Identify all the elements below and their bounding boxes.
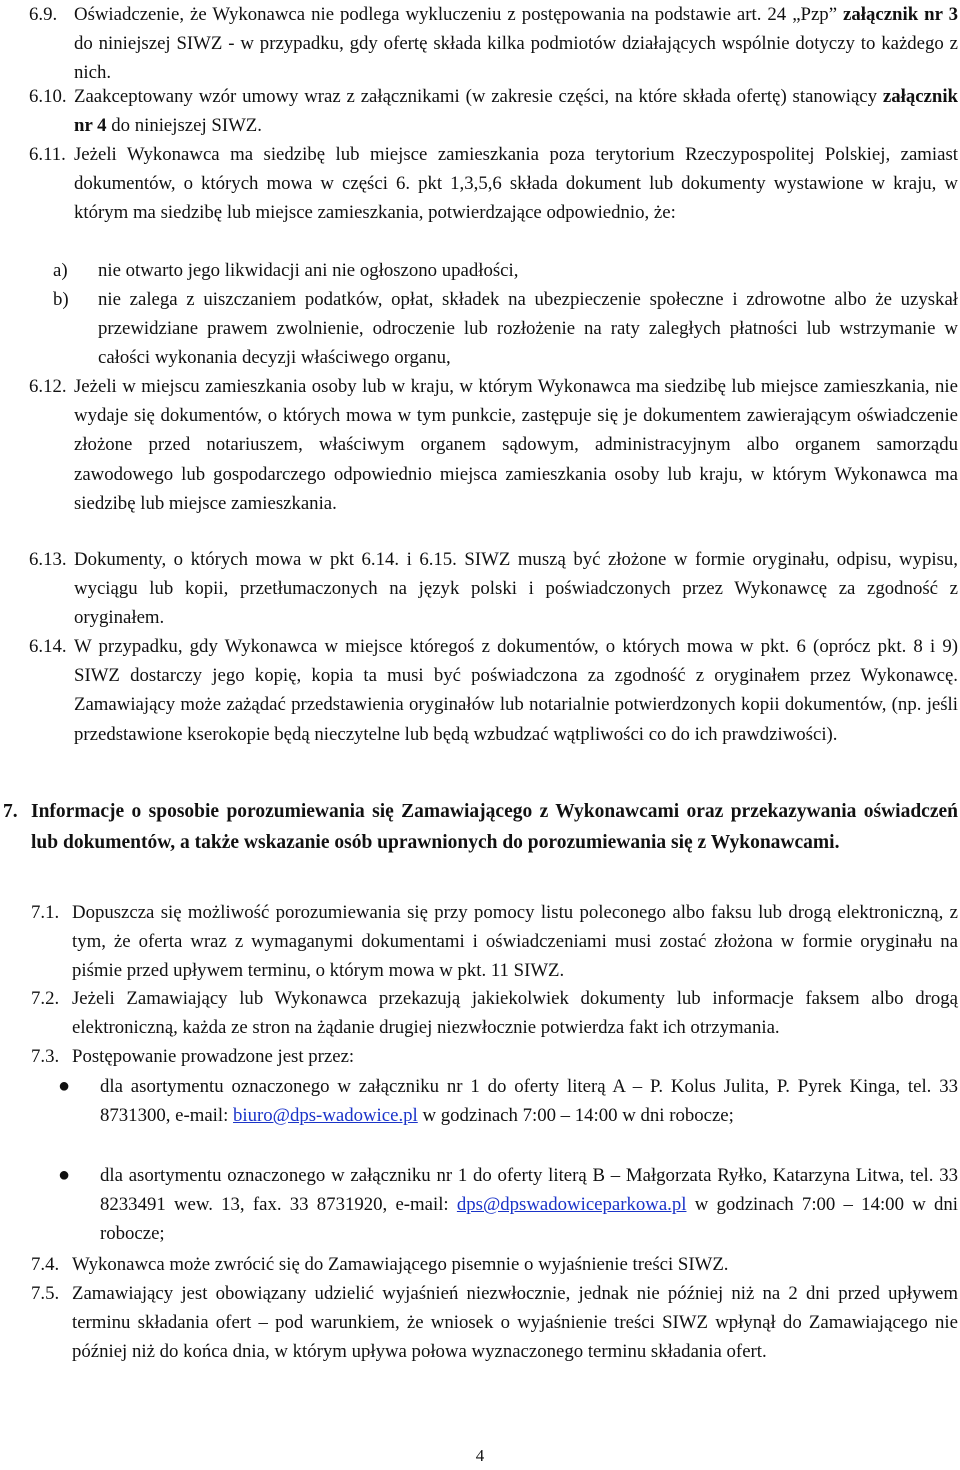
paragraph-7-1 [31,898,958,986]
paragraph-number: 7.2. [31,988,60,1009]
paragraph-7-2 [31,984,958,1042]
bullet-text: dla asortymentu oznaczonego w załączniku nr 1 do oferty literą B – Małgorzata Ryłko, Katarzyna Litwa, tel. 33 8233491 wew. 13, fax. 33 8731920, e-mail: [100,1165,958,1216]
paragraph-text: Dopuszcza się możliwość porozumiewania się przy pomocy listu poleconego albo faksu lub drogą elektroniczną, z tym, że oferta wraz z wymaganymi dokumentami i oświadczeniami musi zostać złożona w formie oryginału na piśmie przed upływem terminu, o którym mowa w pkt. 11 SIWZ. [72,902,958,982]
email-link-dps[interactable]: dps@dpswadowiceparkowa.pl [456,1194,687,1216]
paragraph-bold-text: załącznik nr 4 [74,86,958,137]
email-link-biuro[interactable]: biuro@dps-wadowice.pl [233,1105,418,1127]
paragraph-text: Zaakceptowany wzór umowy wraz z załącznikami (w zakresie części, na które składa ofertę) stanowiący [74,86,878,107]
bullet-text: dla asortymentu oznaczonego w załączniku nr 1 do oferty literą A – P. Kolus Julita, P. Pyrek Kinga, tel. 33 8731300, e-mail: [100,1076,958,1127]
paragraph-number: 6.13. [29,549,67,570]
paragraph-text: W przypadku, gdy Wykonawca w miejsce któregoś z dokumentów, o których mowa w pkt. 6 (oprócz pkt. 8 i 9) SIWZ dostarczy jego kopię, kopia ta musi być poświadczona za zgodność z oryginałem przez Wykonawcę. Zamawiający może zażądać przedstawienia oryginałów lub notarialnie potwierdzonych kopii dokumentów, (np. jeśli przedstawione kserokopie będą nieczytelne lub będą wzbudzać wątpliwości co do ich prawdziwości). [74,636,958,745]
paragraph-text: Oświadczenie, że Wykonawca nie podlega wykluczeniu z postępowania na podstawie art. 24 „Pzp” [74,4,838,25]
paragraph-number: 6.10. [29,86,67,107]
section-heading-text: Informacje o sposobie porozumiewania się Zamawiającego z Wykonawcami oraz przekazywania oświadczeń lub dokumentów, a także wskazanie osób uprawnionych do porozumiewania się z Wykonawcami. [31,801,958,853]
list-item-label: a) [53,260,68,281]
paragraph-6-11 [29,140,958,228]
paragraph-7-3 [31,1042,958,1071]
paragraph-number: 7.5. [31,1283,60,1304]
paragraph-6-10 [29,82,958,140]
bullet-icon: ● [58,1075,71,1097]
paragraph-7-5 [31,1279,958,1367]
section-number: 7. [3,801,18,822]
paragraph-7-4 [31,1250,958,1279]
section-7-heading [3,796,958,858]
list-item-a [53,256,958,285]
paragraph-text: do niniejszej SIWZ. [111,115,262,137]
paragraph-text: Dokumenty, o których mowa w pkt 6.14. i 6.15. SIWZ muszą być złożone w formie oryginału, odpisu, wypisu, wyciągu lub kopii, przetłumaczonych na język polski i poświadczonych przez Wykonawcę za zgodność z oryginałem. [74,549,958,629]
bullet-item-b [58,1161,958,1249]
paragraph-text: Jeżeli Zamawiający lub Wykonawca przekazują jakiekolwiek dokumenty lub informacje faksem albo drogą elektroniczną, każda ze stron na żądanie drugiej niezwłocznie potwierdza fakt ich otrzymania. [72,988,958,1039]
bullet-item-a [58,1072,958,1130]
paragraph-6-12 [29,372,958,518]
paragraph-text: do niniejszej SIWZ - w przypadku, gdy ofertę składa kilka podmiotów działających wspólnie dotyczy to każdego z nich. [74,33,958,84]
paragraph-number: 7.1. [31,902,60,923]
paragraph-bold-text: załącznik nr 3 [843,4,958,25]
paragraph-number: 6.11. [29,144,66,165]
paragraph-6-14 [29,632,958,749]
bullet-text: w godzinach 7:00 – 14:00 w dni robocze; [100,1194,958,1245]
paragraph-text: Jeżeli w miejscu zamieszkania osoby lub w kraju, w którym Wykonawca ma siedzibę lub miejsce zamieszkania, nie wydaje się dokumentów, o których mowa w tym punkcie, zastępuje się je dokumentem zawierającym oświadczenie złożone przed notariuszem, właściwym organem sądowym, administracyjnym albo organem samorządu zawodowego lub gospodarczego odpowiednio miejsca zamieszkania osoby lub kraju, w którym Wykonawca ma siedzibę lub miejsce zamieszkania. [74,376,958,514]
paragraph-6-13 [29,545,958,633]
page-number: 4 [475,1446,485,1465]
paragraph-6-9 [29,0,958,88]
list-item-text: nie otwarto jego likwidacji ani nie ogłoszono upadłości, [98,260,519,281]
paragraph-text: Jeżeli Wykonawca ma siedzibę lub miejsce zamieszkania poza terytorium Rzeczypospolitej Polskiej, zamiast dokumentów, o których mowa w części 6. pkt 1,3,5,6 składa dokument lub dokumenty wystawione w kraju, w którym ma siedzibę lub miejsce zamieszkania, potwierdzające odpowiednio, że: [74,144,958,224]
list-item-b [53,285,958,373]
list-item-text: nie zalega z uiszczaniem podatków, opłat, składek na ubezpieczenie społeczne i zdrowotne albo że uzyskał przewidziane prawem zwolnienie, odroczenie lub rozłożenie na raty zaległych płatności lub wstrzymanie w całości wykonania decyzji właściwego organu, [98,289,958,369]
paragraph-text: Zamawiający jest obowiązany udzielić wyjaśnień niezwłocznie, jednak nie później niż na 2 dni przed upływem terminu składania ofert – pod warunkiem, że wniosek o wyjaśnienie treści SIWZ wpłynął do Zamawiającego nie później niż do końca dnia, w którym upływa połowa wyznaczonego terminu składania ofert. [72,1283,958,1363]
paragraph-number: 7.4. [31,1254,60,1275]
paragraph-number: 6.12. [29,376,67,397]
paragraph-text: Postępowanie prowadzone jest przez: [72,1046,355,1067]
bullet-text: w godzinach 7:00 – 14:00 w dni robocze; [422,1105,734,1127]
paragraph-number: 7.3. [31,1046,60,1067]
paragraph-number: 6.9. [29,4,58,25]
list-item-label: b) [53,289,69,310]
paragraph-text: Wykonawca może zwrócić się do Zamawiającego pisemnie o wyjaśnienie treści SIWZ. [72,1254,729,1275]
paragraph-number: 6.14. [29,636,67,657]
bullet-icon: ● [58,1164,71,1186]
